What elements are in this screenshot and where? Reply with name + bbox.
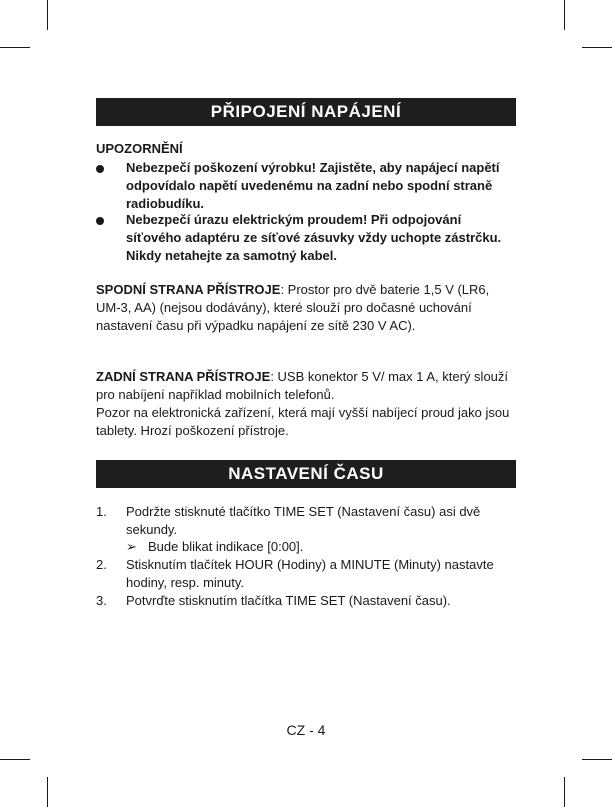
step-number: 3. bbox=[96, 593, 107, 608]
crop-mark bbox=[564, 0, 565, 30]
crop-mark bbox=[582, 47, 612, 48]
rear-side-label: ZADNÍ STRANA PŘÍSTROJE bbox=[96, 369, 271, 384]
bottom-side-text: : Prostor pro dvě baterie 1,5 V (LR6, UM-3, AA) (nejsou dodávány), které slouží pro dočasné uchování nastavení času při výpadku napájení ze sítě 230 V AC). bbox=[96, 282, 490, 333]
bottom-side-paragraph bbox=[96, 281, 516, 335]
step-3 bbox=[96, 592, 516, 610]
step-number: 2. bbox=[96, 557, 107, 572]
crop-mark bbox=[0, 759, 30, 760]
arrow-icon: ➢ bbox=[126, 539, 137, 554]
crop-mark bbox=[582, 759, 612, 760]
step-number: 1. bbox=[96, 504, 107, 519]
bullet-icon bbox=[96, 165, 104, 173]
rear-side-text: : USB konektor 5 V/ max 1 A, který slouží pro nabíjení například mobilních telefonů. bbox=[96, 369, 509, 402]
warning-text-2: Nebezpečí úrazu elektrickým proudem! Při odpojování síťového adaptéru ze síťové zásuvky vždy uchopte zástrčku. Nikdy netahejte za samotný kabel. bbox=[126, 212, 502, 263]
crop-mark bbox=[47, 777, 48, 807]
section-title-time: NASTAVENÍ ČASU bbox=[96, 460, 516, 488]
step-text: Potvrďte stisknutím tlačítka TIME SET (Nastavení času). bbox=[126, 593, 451, 608]
rear-side-paragraph bbox=[96, 368, 516, 404]
step-1-subnote bbox=[126, 538, 303, 556]
crop-mark bbox=[47, 0, 48, 30]
warning-bullet-1 bbox=[96, 159, 516, 213]
warning-text-1: Nebezpečí poškození výrobku! Zajistěte, aby napájecí napětí odpovídalo napětí uvedenému na zadní nebo spodní straně radiobudíku. bbox=[126, 160, 500, 211]
page-number: CZ - 4 bbox=[286, 722, 326, 738]
step-text: Podržte stisknuté tlačítko TIME SET (Nastavení času) asi dvě sekundy. bbox=[126, 504, 481, 537]
rear-side-note: Pozor na elektronická zařízení, která mají vyšší nabíjecí proud jako jsou tablety. Hrozí poškození přístroje. bbox=[96, 405, 510, 438]
crop-mark bbox=[0, 47, 30, 48]
step-text: Stisknutím tlačítek HOUR (Hodiny) a MINUTE (Minuty) nastavte hodiny, resp. minuty. bbox=[126, 557, 494, 590]
bottom-side-label: SPODNÍ STRANA PŘÍSTROJE bbox=[96, 282, 281, 297]
step-1 bbox=[96, 503, 516, 539]
crop-mark bbox=[564, 777, 565, 807]
section-title-power: PŘIPOJENÍ NAPÁJENÍ bbox=[96, 98, 516, 126]
bullet-icon bbox=[96, 217, 104, 225]
warning-heading: UPOZORNĚNÍ bbox=[96, 141, 183, 156]
subnote-text: Bude blikat indikace [0:00]. bbox=[148, 539, 304, 554]
step-2 bbox=[96, 556, 516, 592]
warning-bullet-2 bbox=[96, 211, 516, 265]
